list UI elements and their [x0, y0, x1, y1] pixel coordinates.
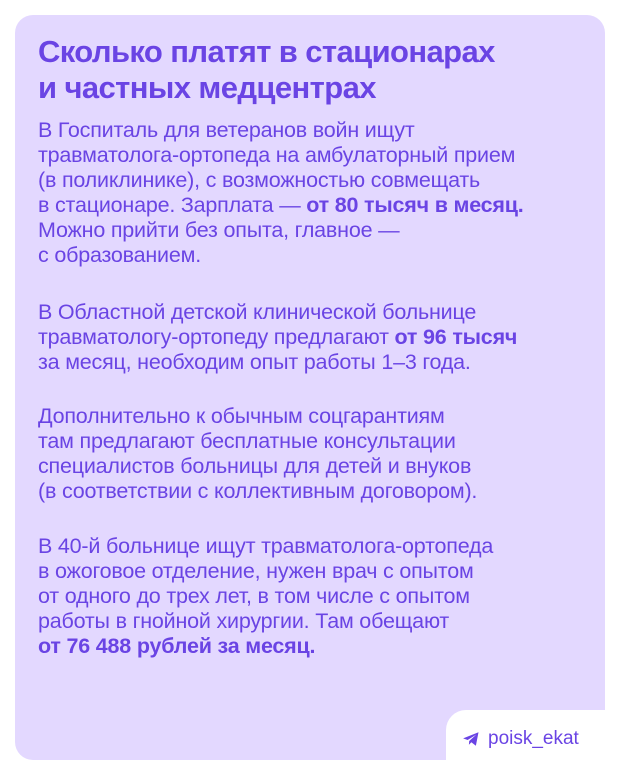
paragraph-hospital-40: [38, 534, 598, 659]
paragraph-line: специалистов больницы для детей и внуков: [38, 454, 472, 478]
paragraph-line: Дополнительно к обычным соцгарантиям: [38, 404, 445, 428]
paragraph-line: с образованием.: [38, 243, 201, 267]
title-line-1: Сколько платят в стационарах: [38, 34, 495, 69]
salary-highlight: от 96 тысяч: [394, 325, 518, 349]
paragraph-children-hospital: [38, 300, 598, 375]
paragraph-line: (в поликлинике), с возможностью совмещать: [38, 168, 481, 192]
paragraph-line: Можно прийти без опыта, главное —: [38, 218, 400, 242]
paragraph-line: от одного до трех лет, в том числе с опытом: [38, 584, 470, 608]
paragraph-line: за месяц, необходим опыт работы 1–3 года.: [38, 350, 471, 374]
paragraph-line: там предлагают бесплатные консультации: [38, 429, 456, 453]
paragraph-line: в ожоговое отделение, нужен врач с опытом: [38, 559, 474, 583]
paragraph-line: травматолога-ортопеда на амбулаторный прием: [38, 143, 516, 167]
paragraph-social-guarantees: [38, 404, 598, 504]
telegram-icon: [462, 731, 480, 747]
channel-handle-label: poisk_ekat: [488, 728, 579, 749]
paragraph-text: травматологу-ортопеду предлагают: [38, 325, 395, 349]
channel-handle[interactable]: [462, 726, 579, 752]
paragraph-line: работы в гнойной хирургии. Там обещают: [38, 609, 450, 633]
paragraph-line: В Госпиталь для ветеранов войн ищут: [38, 118, 415, 142]
salary-highlight: от 76 488 рублей за месяц.: [38, 634, 316, 658]
paragraph-text: в стационаре. Зарплата —: [38, 193, 307, 217]
page-title: [38, 34, 588, 106]
paragraph-line: В Областной детской клинической больнице: [38, 300, 477, 324]
paragraph-line: [38, 193, 598, 218]
salary-highlight: от 80 тысяч в месяц.: [306, 193, 524, 217]
paragraph-line: (в соответствии с коллективным договором).: [38, 479, 478, 503]
paragraph-line: В 40-й больнице ищут травматолога-ортопеда: [38, 534, 494, 558]
paragraph-line: [38, 634, 598, 659]
paragraph-line: [38, 325, 598, 350]
paragraph-hospital-veterans: [38, 118, 598, 268]
title-line-2: и частных медцентрах: [38, 70, 376, 105]
